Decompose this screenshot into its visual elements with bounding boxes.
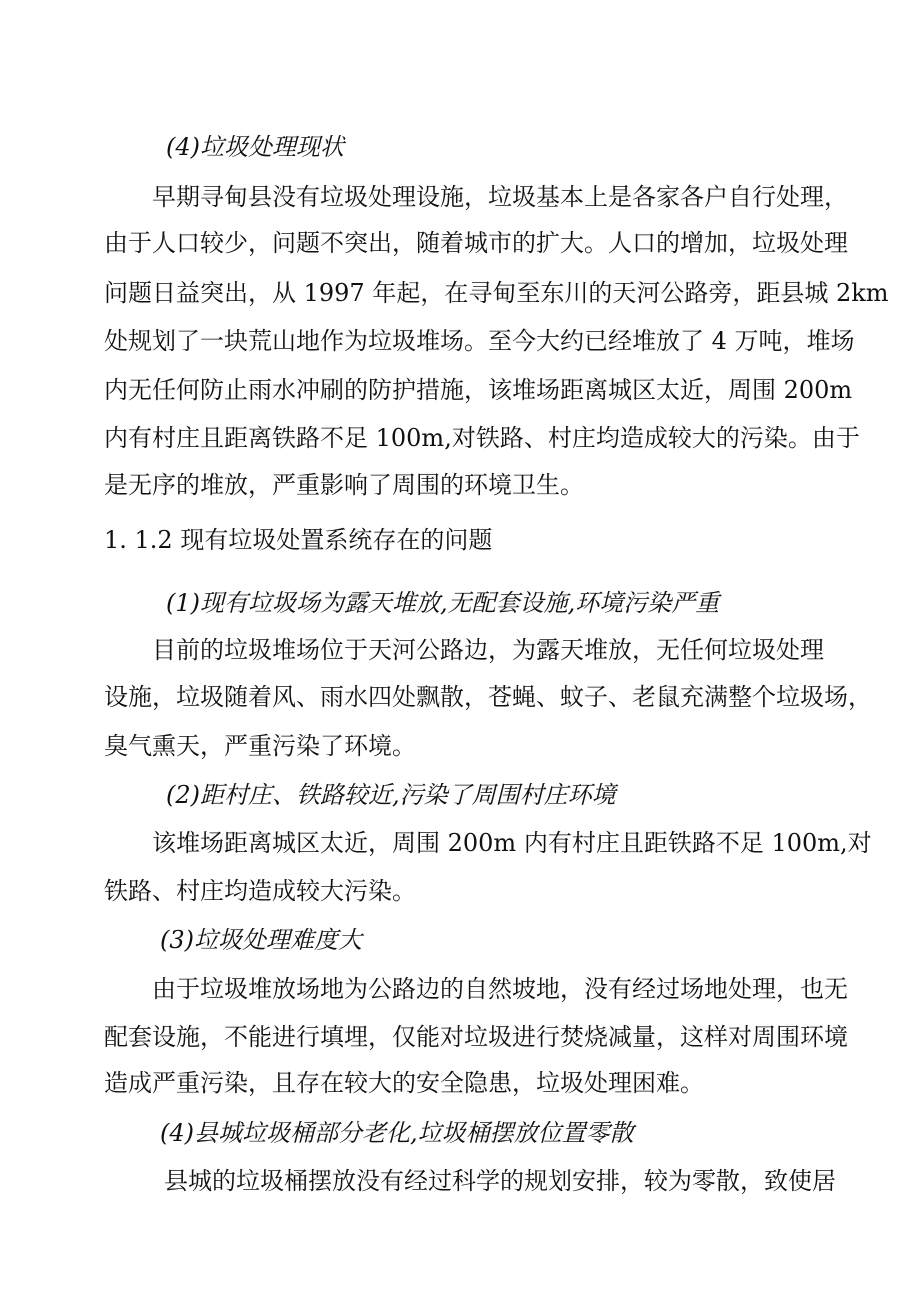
subheading-bins: (4)县城垃圾桶部分老化,垃圾桶摆放位置零散 — [160, 1119, 634, 1147]
paragraph-line: 是无序的堆放，严重影响了周围的环境卫生。 — [104, 471, 584, 499]
paragraph-line: 配套设施，不能进行填埋，仅能对垃圾进行焚烧减量，这样对周围环境 — [104, 1023, 848, 1051]
section-heading: 1. 1.2 现有垃圾处置系统存在的问题 — [104, 526, 493, 554]
paragraph-line: 该堆场距离城区太近，周围 200m 内有村庄且距铁路不足 100m,对 — [152, 829, 872, 857]
paragraph-line: 臭气熏天，严重污染了环境。 — [104, 732, 416, 760]
paragraph-line: 由于垃圾堆放场地为公路边的自然坡地，没有经过场地处理，也无 — [152, 975, 848, 1003]
paragraph-line: 内无任何防止雨水冲刷的防护措施，该堆场距离城区太近，周围 200m — [104, 376, 853, 404]
paragraph-line: 处规划了一块荒山地作为垃圾堆场。至今大约已经堆放了 4 万吨，堆场 — [104, 327, 855, 355]
paragraph-line: 造成严重污染，且存在较大的安全隐患，垃圾处理困难。 — [104, 1069, 704, 1097]
paragraph-line: 由于人口较少，问题不突出，随着城市的扩大。人口的增加，垃圾处理 — [104, 229, 848, 257]
paragraph-line: 设施，垃圾随着风、雨水四处飘散，苍蝇、蚊子、老鼠充满整个垃圾场， — [104, 683, 872, 711]
paragraph-line: 问题日益突出，从 1997 年起，在寻甸至东川的天河公路旁，距县城 2km — [104, 279, 889, 307]
paragraph-line: 目前的垃圾堆场位于天河公路边，为露天堆放，无任何垃圾处理 — [152, 636, 824, 664]
subheading-open-dump: (1)现有垃圾场为露天堆放,无配套设施,环境污染严重 — [166, 589, 720, 617]
subheading-waste-status: (4)垃圾处理现状 — [166, 133, 344, 161]
paragraph-line: 早期寻甸县没有垃圾处理设施，垃圾基本上是各家各户自行处理， — [152, 183, 848, 211]
subheading-difficulty: (3)垃圾处理难度大 — [160, 926, 362, 954]
paragraph-line: 铁路、村庄均造成较大污染。 — [104, 877, 416, 905]
subheading-village-railway: (2)距村庄、铁路较近,污染了周围村庄环境 — [166, 781, 616, 809]
paragraph-line: 内有村庄且距离铁路不足 100m,对铁路、村庄均造成较大的污染。由于 — [104, 424, 860, 452]
paragraph-line: 县城的垃圾桶摆放没有经过科学的规划安排，较为零散，致使居 — [164, 1167, 836, 1195]
